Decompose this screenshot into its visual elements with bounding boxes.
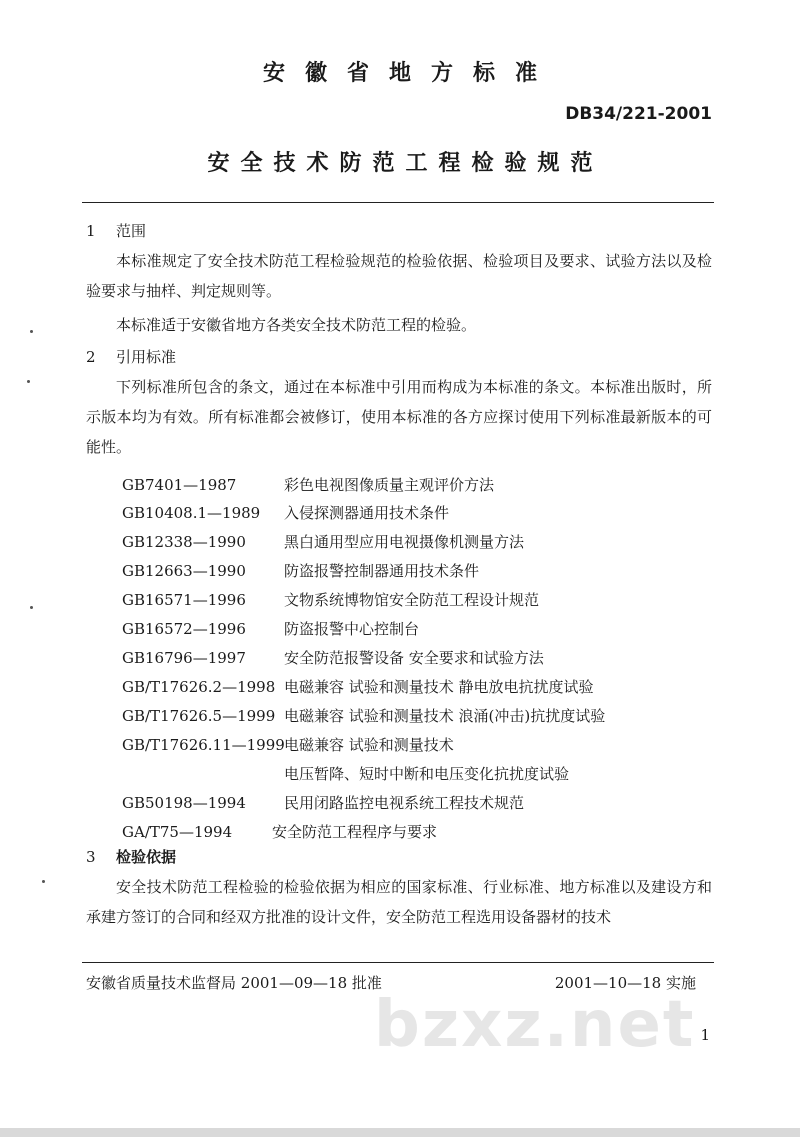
watermark-logo: bzxz.net — [374, 988, 696, 1062]
section-1-paragraph-2: 本标准适于安徽省地方各类安全技术防范工程的检验。 — [116, 316, 477, 334]
scan-speck — [30, 330, 33, 333]
section-heading-2 — [86, 346, 176, 367]
reference-title: 电磁兼容 试验和测量技术 — [284, 736, 454, 754]
reference-title: 入侵探测器通用技术条件 — [284, 504, 450, 522]
section-number: 3 — [86, 848, 96, 866]
reference-code: GB10408.1—1989 — [122, 504, 261, 522]
page-number: 1 — [700, 1026, 710, 1044]
reference-code: GB50198—1994 — [122, 794, 246, 812]
section-3-paragraph-1: 安全技术防范工程检验的检验依据为相应的国家标准、行业标准、地方标准以及建设方和承建方签订的合同和经双方批准的设计文件，安全防范工程选用设备器材的技术 — [86, 878, 712, 926]
section-title: 范围 — [116, 222, 147, 240]
reference-row — [122, 557, 479, 585]
reference-code: GA/T75—1994 — [122, 823, 233, 841]
section-number: 1 — [86, 222, 96, 240]
reference-title: 电磁兼容 试验和测量技术 浪涌(冲击)抗扰度试验 — [284, 707, 606, 725]
scan-speck — [42, 880, 45, 883]
reference-code: GB/T17626.11—1999 — [122, 736, 285, 754]
reference-row — [122, 731, 454, 759]
reference-row — [122, 702, 605, 730]
page-bottom-edge — [0, 1128, 800, 1137]
reference-row — [122, 499, 449, 527]
reference-title: 安全防范报警设备 安全要求和试验方法 — [284, 649, 544, 667]
header-divider — [82, 202, 714, 203]
implementation-date: 2001—10—18 实施 — [554, 974, 696, 992]
section-number: 2 — [86, 348, 96, 366]
reference-row — [122, 818, 437, 846]
reference-title: 民用闭路监控电视系统工程技术规范 — [284, 794, 525, 812]
reference-title: 安全防范工程程序与要求 — [272, 823, 438, 841]
approval-note: 安徽省质量技术监督局 2001—09—18 批准 — [86, 974, 382, 992]
reference-title: 防盗报警控制器通用技术条件 — [284, 562, 480, 580]
section-2-paragraph-1: 下列标准所包含的条文，通过在本标准中引用而构成为本标准的条文。本标准出版时，所示版本均为有效。所有标准都会被修订，使用本标准的各方应探讨使用下列标准最新版本的可能性。 — [86, 378, 712, 456]
section-title: 引用标准 — [116, 348, 177, 366]
reference-code: GB16796—1997 — [122, 649, 246, 667]
reference-row — [122, 586, 539, 614]
reference-code: GB/T17626.2—1998 — [122, 678, 276, 696]
section-title: 检验依据 — [116, 848, 177, 866]
scan-speck — [30, 606, 33, 609]
footer-divider — [82, 962, 714, 963]
reference-title: 防盗报警中心控制台 — [284, 620, 420, 638]
reference-title: 黑白通用型应用电视摄像机测量方法 — [284, 533, 525, 551]
reference-code: GB16572—1996 — [122, 620, 246, 638]
section-heading-3 — [86, 846, 176, 867]
section-heading-1 — [86, 220, 146, 241]
reference-row — [122, 644, 544, 672]
province-standard-heading: 安徽省地方标准 — [262, 61, 557, 86]
reference-row — [122, 673, 594, 701]
reference-code: GB7401—1987 — [122, 476, 237, 494]
reference-title: 文物系统博物馆安全防范工程设计规范 — [284, 591, 540, 609]
reference-row — [122, 471, 494, 499]
document-title: 安全技术防范工程检验规范 — [207, 151, 604, 176]
reference-code: GB/T17626.5—1999 — [122, 707, 276, 725]
standard-code: DB34/221-2001 — [565, 104, 712, 124]
reference-title-continuation: 电压暂降、短时中断和电压变化抗扰度试验 — [284, 765, 570, 783]
reference-code: GB12338—1990 — [122, 533, 246, 551]
reference-code: GB12663—1990 — [122, 562, 246, 580]
section-1-paragraph-1: 本标准规定了安全技术防范工程检验规范的检验依据、检验项目及要求、试验方法以及检验要求与抽样、判定规则等。 — [86, 252, 712, 300]
reference-title: 电磁兼容 试验和测量技术 静电放电抗扰度试验 — [284, 678, 594, 696]
reference-row — [122, 615, 419, 643]
reference-row — [122, 528, 524, 556]
reference-code: GB16571—1996 — [122, 591, 246, 609]
scan-speck — [27, 380, 30, 383]
reference-row — [122, 789, 524, 817]
reference-title: 彩色电视图像质量主观评价方法 — [284, 476, 495, 494]
